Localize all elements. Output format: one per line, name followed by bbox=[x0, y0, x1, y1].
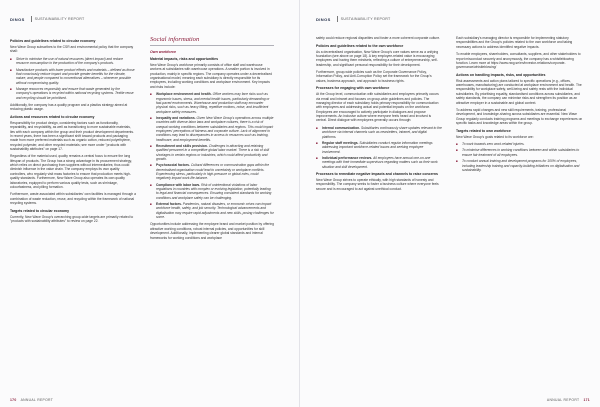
subheading-own-workforce: Own workforce bbox=[150, 49, 176, 54]
heading-processes-engaging: Processes for engaging with own workforce bbox=[316, 86, 390, 91]
left-column-1 bbox=[10, 36, 136, 226]
paragraph: Responsibility for product design, considering factors such as functionality, reparability, and recyclability, as well as transitioning to more sustainable materials, lies with each company within the group and their product development departments. In recent years, there has been a significant shift toward products and packaging made from more preferred materials such as organic cotton, reduced polyethylene, recycled polyester, and other recycled materials; see more under "products with sustainability attributes" on page 17. bbox=[10, 120, 134, 151]
list-item bbox=[316, 141, 442, 154]
footer-label: ANNUAL REPORT bbox=[20, 398, 54, 402]
list-item bbox=[150, 92, 274, 114]
header-section-label: SUSTAINABILITY REPORT bbox=[340, 17, 391, 21]
list-item: ■ Manufacture products with lower product effects and materials – defined as those that consciously reduce impact and provide greater benefits for the climate, nature, and people compared to conventional alternatives – whenever possible without compromising quality. bbox=[10, 68, 136, 85]
list-item bbox=[150, 116, 274, 142]
right-column-2 bbox=[456, 36, 586, 175]
header-divider bbox=[31, 16, 32, 22]
header-divider bbox=[337, 16, 338, 22]
list-item-body: Given New Wave Group's operations across multiple countries with diverse labor laws and workplace cultures, there is a risk of unequal working conditions between subsidiaries and regions. This could impact employees' perceptions of fairness and corporate culture. Lack of alignment in conditions may lead to discrepancies in access to resources such as training, healthcare, and employment benefits. bbox=[156, 115, 274, 142]
brand-logo: DINOS bbox=[316, 16, 331, 22]
right-running-header bbox=[316, 14, 390, 24]
list-item-head: Inequality and variations. bbox=[156, 115, 196, 120]
paragraph: Furthermore, group-wide policies such as the Corporate Governance Policy, Information Policy, and Anti-Corruption Policy set the framework for the Group's values, business approach, and approach to business rights. bbox=[316, 70, 432, 83]
paragraph: safety could reduce regional disparities and foster a more coherent corporate culture. bbox=[316, 36, 441, 40]
heading-targets-workforce: Targets related to own workforce bbox=[456, 128, 511, 133]
footer-label: ANNUAL REPORT bbox=[546, 398, 580, 402]
left-column-2 bbox=[150, 36, 274, 243]
list-item-body: Cultural differences or communication gaps within the decentralised organisation could lead to uncertainty or workplace conflicts. Experiencing stress, particularly in high-pressure or global roles, could negatively impact work-life balance. bbox=[156, 163, 270, 181]
impact-list bbox=[150, 92, 274, 219]
list-item-head: Internal communication. bbox=[322, 125, 361, 130]
paragraph-whistleblowing: To enable employees, shareholders, consultants, suppliers, and other stakeholders to report misconduct securely and anonymously, the company has a whistleblowing function. Learn more at https://www.nwg.se/en/investor-relations/corporate-governance/whistleblowing/ bbox=[456, 52, 581, 70]
section-title-social: Social information bbox=[150, 36, 200, 43]
list-item-body: Pandemics, natural disasters, or economic crises can impact workforce health, safety, and job security. Technological advancements and digitalisation may require rapid adjustments and new skills, posing challenges for some. bbox=[156, 202, 274, 220]
right-column-1 bbox=[316, 36, 442, 194]
page-number: 170 bbox=[10, 398, 17, 402]
heading-remediation: Processes to remediate negative impacts and channels to raise concerns bbox=[316, 172, 438, 176]
page-number: 171 bbox=[583, 398, 590, 402]
list-item bbox=[150, 163, 274, 180]
list-item-body: Risk of unintentional violations of labor regulations in countries with complex or evolving legislation, potentially leading to legal and financial consequences. Ensuring consistent standards for working conditions and workplace safety can be challenging. bbox=[156, 182, 272, 200]
list-item-head: Recruitment and skills provision. bbox=[156, 143, 208, 148]
list-item-body: Challenges in attracting and retaining qualified personnel in a competitive global labor market. There is a risk of skill shortages in certain regions or industries, which could affect productivity and growth. bbox=[156, 143, 270, 161]
engagement-list bbox=[316, 126, 442, 169]
left-running-header bbox=[10, 14, 84, 24]
heading-targets-circular: Targets related to circular economy bbox=[10, 208, 70, 213]
heading-actions-circular: Actions and resources related to circular economy bbox=[10, 114, 95, 119]
targets-list bbox=[456, 142, 586, 172]
heading-policies-circular: Policies and guidelines related to circular economy bbox=[10, 39, 96, 43]
list-item-head: External factors. bbox=[156, 202, 182, 207]
heading-material-impacts: Material impacts, risks and opportunities bbox=[150, 56, 219, 61]
list-item-head: Compliance with labor laws. bbox=[156, 182, 201, 187]
list-item-body: Office workers may face risks such as ergonomic issues, stress, and mental health issues, particularly demanding or fast-paced environments. Warehouse and production staff may encounter physical risks, such as heavy lifting, repetitive motions, noise, and insufficient workplace safety measures. bbox=[156, 92, 270, 114]
list-item bbox=[150, 183, 274, 200]
left-footer bbox=[10, 398, 53, 402]
list-item bbox=[150, 144, 274, 161]
paragraph: New Wave Group's goals related to its workforce are: bbox=[456, 134, 534, 139]
paragraph: New Wave Group subscribes to the CSR and environmental policy that the company shall: bbox=[10, 45, 134, 54]
paragraph: Each subsidiary's managing director is responsible for implementing statutory responsibilities and the Group's policies related to the own workforce and taking necessary actions to address identified negative impacts. bbox=[456, 36, 573, 49]
list-item-head: Workplace environment and health. bbox=[156, 92, 212, 97]
list-item-body: Subsidiaries continuously share updates relevant to the workforce via internal channels such as newsletters, intranet, and digital platforms. bbox=[322, 125, 442, 139]
paragraph: New Wave Group strives to operate ethically, with high standards of honesty and responsibility. The company seeks to foster a business culture where everyone feels secure and is encouraged to act against unethical conduct. bbox=[316, 178, 439, 191]
list-item bbox=[316, 156, 442, 169]
paragraph: New Wave Group's workforce primarily consists of office staff and warehouse workers at subsidiaries with warehouse operations. A smaller portion is involved in production, mainly in specific regions. The company operates under a decentralised organisational model, meaning each subsidiary is directly responsible for its employees, including working conditions and workplace environment. Key impacts and risks include: bbox=[150, 62, 272, 89]
list-item-body: All employees have annual one-on-one meetings with their immediate supervisors regarding matters such as their work situation and skill development. bbox=[322, 155, 438, 169]
list-item bbox=[316, 126, 442, 139]
paragraph: Furthermore, waste associated within subsidiaries' own facilities is managed through a combination of waste reduction, reuse, and recycling within the framework of national recycling systems. bbox=[10, 192, 136, 206]
paragraph: Currently, New Wave Group's overarching group-wide targets are primarily related to "products with sustainability attributes" to review on page 22. bbox=[10, 214, 134, 223]
list-item-head: Regular staff meetings. bbox=[322, 140, 359, 145]
list-item-head: Individual performance reviews. bbox=[322, 155, 373, 160]
paragraph: Risk assessments and action plans tailored to specific operations (e.g., offices, warehouses, manufacturing) are conducted at workplace environment and health. The responsibility for workplace safety, well-being and safety rests with the individual subsidiaries. By prioritising equality, standardised conditions across subsidiaries, and safety standards, the company can minimise risks and strengthen its position as an attractive employer in a sustainable and global context. bbox=[456, 78, 582, 105]
paragraph: Regardless of the material used, quality remains a central focus to ensure the long lifespan of products. The Group has a strong advantage in its procurement strategy, which relies on direct purchasing from suppliers without intermediaries; thus could diminish influence in the value chain. The company employs its own quality controllers, who regularly visit mass factories to ensure that production meets high-quality standards. Furthermore, New Wave Group also operates its own quality laboratories, equipped to perform various quality tests, such as shrinkage, colourfastness, and pilling formation. bbox=[10, 154, 132, 189]
heading-policies-workforce: Policies and guidelines related to the own workforce bbox=[316, 43, 404, 48]
list-item bbox=[150, 202, 274, 219]
list-item-head: Psychosocial factors. bbox=[156, 163, 190, 168]
list-item: ■ To minimise differences in working conditions between and within subsidiaries to ensure fair treatment of all employees. bbox=[456, 148, 586, 157]
header-section-label: SUSTAINABILITY REPORT bbox=[34, 17, 85, 21]
brand-logo: DINOS bbox=[10, 16, 25, 22]
list-item: ■ To conduct annual training and development programs for 100% of employees, including leadership training and capacity-building initiatives on digitalisation and sustainability. bbox=[456, 159, 586, 172]
section-rule bbox=[150, 45, 274, 46]
list-item: ■ Strive to minimise the use of natural resources (direct impact) and reduce resource consumption in the production of the company's products. bbox=[10, 57, 136, 66]
right-footer bbox=[547, 398, 590, 402]
heading-actions-workforce: Actions on handling impacts, risks, and opportunities bbox=[456, 72, 546, 77]
paragraph: Additionally, the company has a quality program and a plastics strategy aimed at reducing plastic usage. bbox=[10, 102, 128, 112]
paragraph: At the Group level, communication with subsidiaries and employees primarily occurs via email and intranet and focuses on group-wide guidelines and policies. The managing director of each subsidiary holds primary responsibility for communication with employees and addressing actual and potential impacts on the workforce. Employees are encouraged to actively participate in dialogues and propose improvements. An inclusive culture where everyone feels heard and involved is central. Direct dialogue with employees generally occurs through: bbox=[316, 92, 439, 123]
policy-list bbox=[10, 57, 136, 100]
paragraph: To address rapid changes and new skill requirements, training, professional development, and knowledge-sharing across subsidiaries are essential. New Wave Group regularly conducts training programs and meetings to exchange experiences on specific tasks and knowledge areas within the group. bbox=[456, 108, 583, 126]
paragraph: Opportunities include addressing the employee brand and market position by offering attractive working conditions, robust internal policies, and opportunities for skill development. Additionally, implementing clearer global standards and internal frameworks for working conditions and workplace bbox=[150, 222, 275, 240]
list-item-body: Subsidiaries conduct regular information meetings addressing important workforce-related issues and seeking employee involvement. bbox=[322, 140, 433, 154]
paragraph: As a decentralised organisation, New Wave Group's core values serve as a unifying foundation (see above on page 18). A key employee-related value is encouraging employees and having them mindsets, reflecting a culture of entrepreneurship, self-leadership, and significant personal responsibility for their development. bbox=[316, 49, 439, 67]
list-item: ■ To work towards zero work-related injuries. bbox=[456, 142, 586, 146]
list-item: ■ Manage resources responsibly and ensure that waste generated by the company's operations is recycled within national recycling systems. Textile reuse and recycling should be prioritised. bbox=[10, 87, 136, 100]
